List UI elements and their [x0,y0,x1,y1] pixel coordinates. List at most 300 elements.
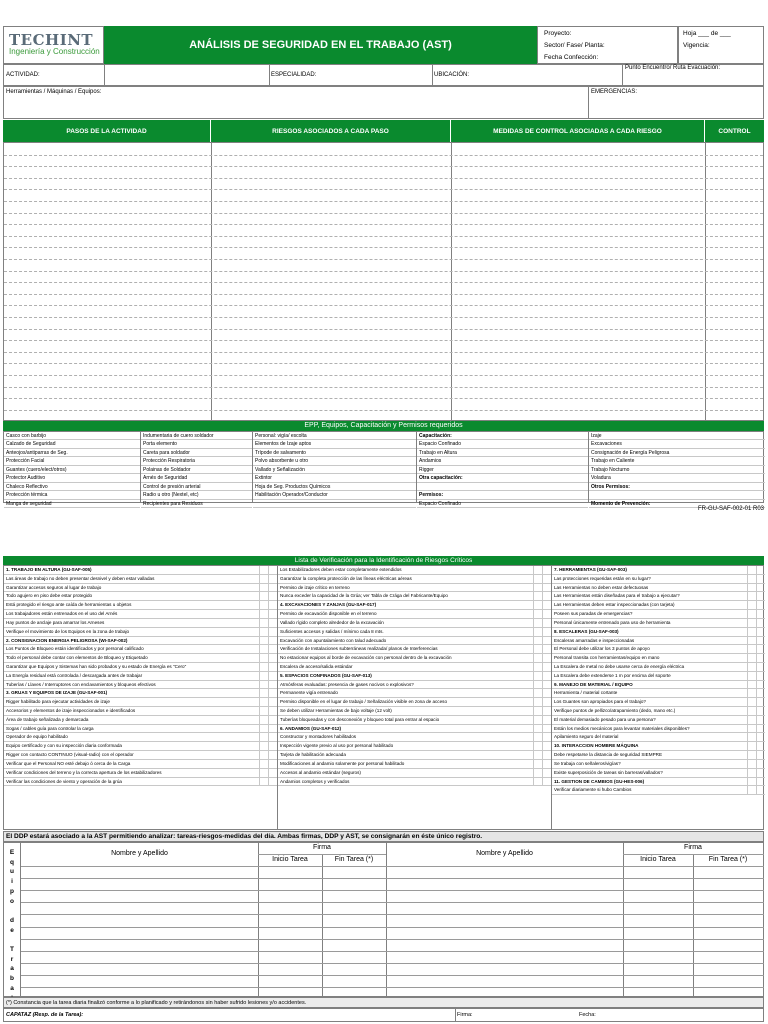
checklist-checkbox[interactable] [533,601,542,609]
checklist-checkbox[interactable] [756,786,765,794]
checklist-item: Atmósferas evaluadas: presencia de gases nocivos o explosivos? [280,681,414,687]
epp-item [253,500,416,508]
team-row-line[interactable] [21,951,764,952]
checklist-checkbox[interactable] [533,751,542,759]
team-row-line[interactable] [21,866,764,867]
checklist-checkbox[interactable] [259,707,268,715]
actividad-field[interactable]: ACTIVIDAD: [6,72,40,78]
checklist-checkbox[interactable] [268,610,277,618]
checklist-checkbox[interactable] [259,566,268,574]
checklist-checkbox[interactable] [747,786,756,794]
epp-item[interactable]: Guantes (cuero/elect/otros) [4,466,140,474]
checklist-checkbox[interactable] [747,707,756,715]
checklist-checkbox[interactable] [259,619,268,627]
fecha-confeccion-field[interactable]: Fecha Confección: [544,54,599,61]
checklist-row [278,733,551,742]
checklist-checkbox[interactable] [542,654,551,662]
checklist-checkbox[interactable] [747,575,756,583]
epp-item[interactable]: Hoja de Seg. Productos Químicos [253,483,416,491]
checklist-checkbox[interactable] [756,707,765,715]
activity-row [3,64,764,86]
epp-item[interactable]: Habilitación Operador/Conductor [253,491,416,499]
checklist-checkbox[interactable] [268,566,277,574]
checklist-checkbox[interactable] [747,733,756,741]
checklist-checkbox[interactable] [259,742,268,750]
checklist-checkbox[interactable] [747,645,756,653]
capataz-label[interactable]: CAPATAZ (Resp. de la Tarea): [6,1012,84,1018]
checklist-checkbox[interactable] [756,689,765,697]
checklist-checkbox[interactable] [542,751,551,759]
header-medidas: MEDIDAS DE CONTROL ASOCIADAS A CADA RIESGO [451,120,705,142]
checklist-row [552,751,765,760]
checklist-checkbox[interactable] [542,566,551,574]
checklist-checkbox[interactable] [756,601,765,609]
checklist-checkbox[interactable] [533,778,542,786]
checklist-row [4,733,277,742]
checklist-checkbox[interactable] [259,610,268,618]
checklist-item: Garantizar que Equipos y Sistemas han sido probados y su estado de Energía es "Cero" [6,663,187,669]
checklist-checkbox[interactable] [747,769,756,777]
checklist-checkbox[interactable] [259,637,268,645]
epp-item[interactable]: Control de presión arterial [141,483,252,491]
checklist-checkbox[interactable] [747,637,756,645]
checklist-row [4,716,277,725]
checklist-item: Herramienta / material cortante [554,690,618,696]
checklist-column [552,566,765,829]
company-logo [3,26,104,64]
checklist-checkbox[interactable] [268,716,277,724]
checklist-item: Permiso de izaje crítico en terreno [280,584,350,590]
checklist-row [278,769,551,778]
checklist-checkbox[interactable] [268,654,277,662]
checklist-checkbox[interactable] [268,778,277,786]
checklist-checkbox[interactable] [268,707,277,715]
grid-row-line [4,201,763,202]
checklist-checkbox[interactable] [259,698,268,706]
checklist-row [552,645,765,654]
checklist-checkbox[interactable] [533,663,542,671]
checklist-checkbox[interactable] [542,733,551,741]
checklist-checkbox[interactable] [756,566,765,574]
checklist-checkbox[interactable] [259,663,268,671]
checklist-checkbox[interactable] [259,584,268,592]
epp-item[interactable]: Trípode de salvamento [253,449,416,457]
checklist-checkbox[interactable] [533,760,542,768]
checklist-row [4,707,277,716]
checklist-row [4,645,277,654]
checklist-checkbox[interactable] [533,707,542,715]
checklist-checkbox[interactable] [747,663,756,671]
checklist-item: El material demasiado pesado para una persona? [554,716,656,722]
checklist-row [278,592,551,601]
checklist-checkbox[interactable] [268,672,277,680]
checklist-checkbox[interactable] [756,628,765,636]
checklist-item: Suficientes accesos y salidas / mínimo cada 8 mts. [280,628,384,634]
checklist-checkbox[interactable] [747,610,756,618]
checklist-checkbox[interactable] [533,566,542,574]
logo-subtitle: Ingeniería y Construcción [9,47,100,56]
checklist-checkbox[interactable] [542,575,551,583]
team-row-line[interactable] [21,878,764,879]
checklist-checkbox[interactable] [542,601,551,609]
ubicacion-field[interactable]: UBICACIÓN: [434,72,470,78]
epp-item[interactable]: Extintor [253,474,416,482]
checklist-checkbox[interactable] [542,610,551,618]
checklist-checkbox[interactable] [259,672,268,680]
checklist-row [278,716,551,725]
checklist-checkbox[interactable] [756,742,765,750]
emergencias-field[interactable]: EMERGENCIAS: [591,89,638,95]
checklist-row [278,725,551,734]
checklist-checkbox[interactable] [268,575,277,583]
team-start-header: Inicio Tarea [640,856,676,863]
checklist-item: Accesos al andamio estándar (seguros) [280,769,361,775]
checklist-checkbox[interactable] [542,637,551,645]
grid-row-line [4,282,763,283]
checklist-row [552,575,765,584]
checklist-checkbox[interactable] [756,654,765,662]
checklist-item: Inspección vigente previo al uso por personal habilitado [280,743,394,749]
checklist-checkbox[interactable] [259,769,268,777]
checklist-checkbox[interactable] [747,760,756,768]
checklist-checkbox[interactable] [259,645,268,653]
checklist-checkbox[interactable] [542,716,551,724]
checklist-checkbox[interactable] [259,778,268,786]
checklist-checkbox[interactable] [268,628,277,636]
grid-row-line [4,247,763,248]
checklist-checkbox[interactable] [259,689,268,697]
team-row-line[interactable] [21,927,764,928]
epp-item[interactable]: Chaleco Reflectivo [4,483,140,491]
epp-item[interactable]: Arnés de Seguridad [141,474,252,482]
checklist-checkbox[interactable] [533,681,542,689]
checklist-row [552,584,765,593]
checklist-checkbox[interactable] [533,584,542,592]
checklist-item: 1. TRABAJO EN ALTURA (GU-SAF-005) [6,567,92,572]
checklist-checkbox[interactable] [747,654,756,662]
lista-title: Lista de Verificación para la Identificación de Riesgos Críticos [3,556,764,565]
checklist-checkbox[interactable] [542,742,551,750]
checklist-checkbox[interactable] [533,716,542,724]
epp-item[interactable]: Trabajo en Altura [417,449,588,457]
checklist-checkbox[interactable] [259,751,268,759]
checklist-checkbox[interactable] [268,751,277,759]
checklist-row [4,637,277,646]
divider [455,1009,456,1021]
checklist-checkbox[interactable] [747,681,756,689]
checklist-checkbox[interactable] [756,778,765,786]
checklist-checkbox[interactable] [756,584,765,592]
checklist-checkbox[interactable] [533,672,542,680]
checklist-checkbox[interactable] [259,601,268,609]
epp-item[interactable]: Capacitación: [417,432,588,440]
checklist-checkbox[interactable] [268,637,277,645]
checklist-checkbox[interactable] [747,566,756,574]
checklist-row [4,628,277,637]
epp-item[interactable]: Trabajo en Caliente [589,457,765,465]
team-row-line[interactable] [21,987,764,988]
divider [432,65,433,85]
page-meta [678,26,764,64]
checklist-row [552,637,765,646]
checklist-checkbox[interactable] [747,716,756,724]
epp-item[interactable]: Trabajo Nocturno [589,466,765,474]
checklist-checkbox[interactable] [542,689,551,697]
capataz-fecha[interactable]: Fecha: [579,1012,596,1018]
vigencia-field[interactable]: Vigencia: [683,42,710,49]
capataz-row [3,1008,764,1022]
checklist-item: Verifique el movimiento de los Equipos en la zona de trabajo [6,628,130,634]
checklist-row [552,592,765,601]
epp-item[interactable]: Izaje [589,432,765,440]
epp-item[interactable]: Espacio Confinado [417,440,588,448]
checklist-checkbox[interactable] [533,654,542,662]
checklist-row [552,628,765,637]
checklist-checkbox[interactable] [268,760,277,768]
checklist-checkbox[interactable] [542,760,551,768]
checklist-row [4,698,277,707]
checklist-checkbox[interactable] [268,689,277,697]
checklist-checkbox[interactable] [747,689,756,697]
checklist-checkbox[interactable] [756,716,765,724]
epp-item[interactable]: Rigger [417,466,588,474]
checklist-checkbox[interactable] [259,654,268,662]
checklist-checkbox[interactable] [268,645,277,653]
checklist-checkbox[interactable] [268,619,277,627]
checklist-checkbox[interactable] [542,681,551,689]
checklist-checkbox[interactable] [756,751,765,759]
header-control: CONTROL [705,120,764,142]
checklist-checkbox[interactable] [542,778,551,786]
epp-item[interactable]: Momento de Prevención: [589,500,765,508]
epp-item[interactable]: Consignación de Energía Peligrosa [589,449,765,457]
checklist-checkbox[interactable] [756,725,765,733]
checklist-item: Verifique puntos de pellizco/atrapamiento (dedo, mano etc.) [554,708,676,713]
checklist-row [552,601,765,610]
checklist-checkbox[interactable] [259,681,268,689]
epp-item[interactable]: Manga de seguridad [4,500,140,508]
checklist-item: Rigger habilitado para ejecutar actividades de izaje [6,699,110,705]
checklist-checkbox[interactable] [747,592,756,600]
epp-item[interactable]: Radio u otro (Nextel, etc) [141,491,252,499]
capataz-firma[interactable]: Firma: [457,1012,473,1018]
checklist-checkbox[interactable] [259,592,268,600]
epp-item[interactable]: Protección Facial [4,457,140,465]
checklist-item: Nunca exceder la capacidad de la Grúa; ver Tabla de Crága del Fabricante/Equipo [280,593,448,599]
checklist-checkbox[interactable] [756,760,765,768]
checklist-checkbox[interactable] [542,584,551,592]
checklist-checkbox[interactable] [533,689,542,697]
checklist-checkbox[interactable] [259,575,268,583]
epp-item[interactable]: Personal: vigía/ escolta [253,432,416,440]
checklist-checkbox[interactable] [268,584,277,592]
checklist-row [552,681,765,690]
herramientas-field[interactable]: Herramientas / Máquinas / Equipos: [6,89,102,95]
checklist-row [278,707,551,716]
checklist-checkbox[interactable] [542,663,551,671]
team-row-line[interactable] [21,963,764,964]
checklist-checkbox[interactable] [542,619,551,627]
checklist-checkbox[interactable] [747,725,756,733]
checklist-row [278,742,551,751]
epp-item[interactable]: Porta elemento [141,440,252,448]
epp-item[interactable]: Casco con barbijo [4,432,140,440]
checklist-row [4,742,277,751]
checklist-row [552,716,765,725]
checklist-item: Los Estabilizadores deben estar completamente extendidos [280,567,402,572]
checklist-checkbox[interactable] [533,742,542,750]
checklist-checkbox[interactable] [268,663,277,671]
checklist-checkbox[interactable] [259,716,268,724]
checklist-checkbox[interactable] [542,725,551,733]
checklist-checkbox[interactable] [268,742,277,750]
checklist-checkbox[interactable] [756,672,765,680]
epp-item[interactable]: Polainas de Soldador [141,466,252,474]
checklist-checkbox[interactable] [533,733,542,741]
checklist-checkbox[interactable] [747,742,756,750]
checklist-checkbox[interactable] [268,725,277,733]
grid-row-line [4,340,763,341]
checklist-checkbox[interactable] [259,733,268,741]
epp-item[interactable]: Protector Auditivo [4,474,140,482]
epp-item[interactable]: Careta para soldador [141,449,252,457]
checklist-checkbox[interactable] [268,601,277,609]
checklist-checkbox[interactable] [259,725,268,733]
checklist-checkbox[interactable] [747,672,756,680]
checklist-checkbox[interactable] [268,698,277,706]
epp-item [589,491,765,499]
checklist-checkbox[interactable] [542,672,551,680]
checklist-checkbox[interactable] [747,628,756,636]
checklist-checkbox[interactable] [533,628,542,636]
checklist-checkbox[interactable] [268,769,277,777]
punto-encuentro-field[interactable]: Punto Encuentro/ Ruta Evacuación: [625,65,721,71]
epp-item[interactable]: Permisos: [417,491,588,499]
checklist-checkbox[interactable] [533,592,542,600]
checklist-checkbox[interactable] [542,592,551,600]
checklist-checkbox[interactable] [542,698,551,706]
checklist-checkbox[interactable] [756,592,765,600]
grid-row-line [4,305,763,306]
sector-field[interactable]: Sector/ Fase/ Planta: [544,42,605,49]
epp-item[interactable]: Polvo absorbente u otro [253,457,416,465]
checklist-item: Permiso de excavación disponible en el terreno [280,611,377,617]
checklist-checkbox[interactable] [756,610,765,618]
team-row-line[interactable] [21,939,764,940]
checklist-item: Los Guantes son apropiados para el trabajo? [554,699,646,705]
grid-row-line [4,398,763,399]
epp-item[interactable]: Otra capacitación: [417,474,588,482]
proyecto-field[interactable]: Proyecto: [544,30,572,37]
epp-item[interactable]: Otros Permisos: [589,483,765,491]
epp-item[interactable]: Vallado y Señalización [253,466,416,474]
checklist-checkbox[interactable] [756,645,765,653]
checklist-row [278,628,551,637]
checklist-row [278,619,551,628]
checklist-checkbox[interactable] [533,698,542,706]
team-row-line[interactable] [21,902,764,903]
checklist-checkbox[interactable] [747,584,756,592]
checklist-checkbox[interactable] [747,601,756,609]
checklist-checkbox[interactable] [533,637,542,645]
checklist-column [4,566,278,829]
epp-item[interactable]: Protección Respiratoria [141,457,252,465]
checklist-checkbox[interactable] [756,637,765,645]
checklist-checkbox[interactable] [259,760,268,768]
epp-item[interactable]: Espacio Confinado [417,500,588,508]
checklist-item: Verificar las condiciones de viento y operación de la grúa [6,778,122,784]
checklist-row [278,672,551,681]
checklist-checkbox[interactable] [533,725,542,733]
epp-item[interactable]: Calzado de Seguridad [4,440,140,448]
checklist-item: 5. ESPACIOS CONFINADOS (GU-SAF-013) [280,672,372,678]
checklist-checkbox[interactable] [533,610,542,618]
hoja-field[interactable]: Hoja ___ de ___ [683,30,731,37]
checklist-checkbox[interactable] [756,698,765,706]
grid-row-line [4,352,763,353]
checklist-checkbox[interactable] [756,575,765,583]
epp-item[interactable]: Protección térmica [4,491,140,499]
checklist-checkbox[interactable] [268,592,277,600]
checklist-checkbox[interactable] [533,619,542,627]
checklist-checkbox[interactable] [542,628,551,636]
checklist-row [552,707,765,716]
checklist-checkbox[interactable] [756,733,765,741]
checklist-checkbox[interactable] [259,628,268,636]
team-row-line[interactable] [21,975,764,976]
checklist-row [552,786,765,795]
checklist-checkbox[interactable] [756,681,765,689]
checklist-checkbox[interactable] [533,575,542,583]
team-end-header: Fin Tarea (*) [334,856,374,863]
epp-item[interactable]: Recipientes para Residuos [141,500,252,508]
checklist-checkbox[interactable] [756,769,765,777]
checklist-checkbox[interactable] [542,769,551,777]
activity-analysis-grid[interactable] [3,142,764,421]
especialidad-field[interactable]: ESPECIALIDAD: [271,72,317,78]
epp-item[interactable]: Andamios [417,457,588,465]
checklist-item: Las áreas de trabajo no deben presentar desnivel y deben estar valladas [6,575,155,581]
checklist-item: Garantizar la completa protección de las líneas eléctricas aéreas [280,575,412,581]
checklist-checkbox[interactable] [533,769,542,777]
epp-item[interactable]: Indumentaria de cuero soldador [141,432,252,440]
checklist-checkbox[interactable] [747,698,756,706]
checklist-row [552,689,765,698]
epp-item[interactable]: Elementos de Izaje aptos [253,440,416,448]
checklist-checkbox[interactable] [747,751,756,759]
checklist-row [4,601,277,610]
grid-row-line [4,178,763,179]
checklist-checkbox[interactable] [268,733,277,741]
checklist-checkbox[interactable] [542,645,551,653]
checklist-checkbox[interactable] [756,619,765,627]
checklist-checkbox[interactable] [542,707,551,715]
checklist-checkbox[interactable] [747,619,756,627]
divider [622,65,623,85]
checklist-item: Modificaciones al andamio solamente por personal habilitado [280,760,405,766]
checklist-checkbox[interactable] [756,663,765,671]
checklist-checkbox[interactable] [533,645,542,653]
team-row-line[interactable] [21,890,764,891]
epp-item[interactable]: Anteojos/antiparras de Seg. [4,449,140,457]
epp-item[interactable]: Excavaciones [589,440,765,448]
checklist-checkbox[interactable] [747,778,756,786]
epp-item[interactable]: Voladura [589,474,765,482]
team-row-line[interactable] [21,914,764,915]
checklist-row [552,742,765,751]
checklist-checkbox[interactable] [268,681,277,689]
checklist-item: Existe superposición de tareas sin barreras/vallados? [554,769,663,775]
